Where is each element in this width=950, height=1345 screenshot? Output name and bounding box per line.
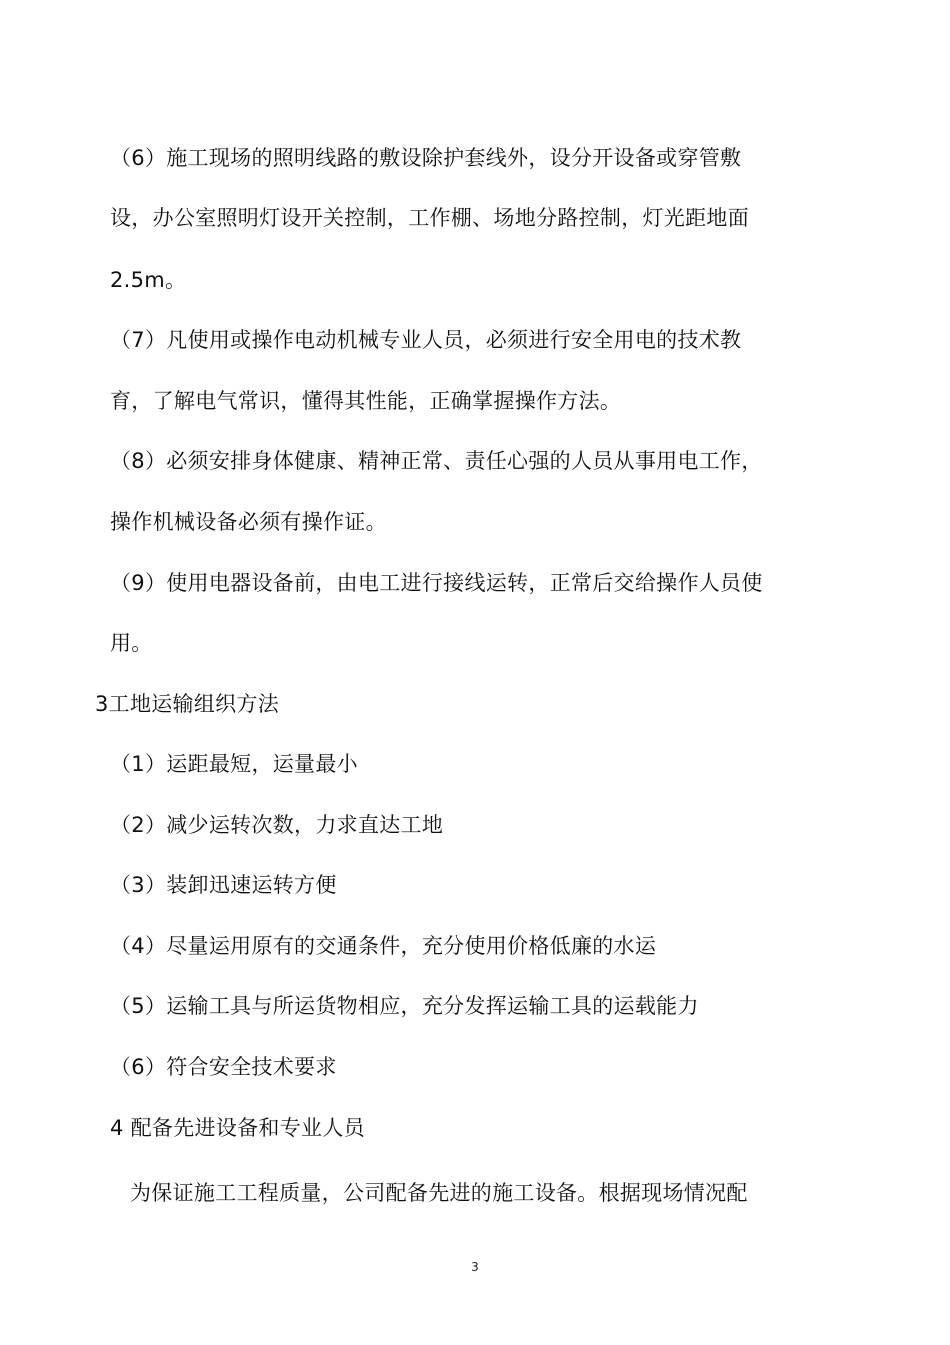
paragraph-line-item8-2: 操作机械设备必须有操作证。 [110,510,387,534]
paragraph-line-item9-2: 用。 [110,631,153,655]
paragraph-line-item6-2: 设，办公室照明灯设开关控制，工作棚、场地分路控制，灯光距地面 [110,206,749,230]
paragraph-line-section4-1: 为保证施工工程质量，公司配备先进的施工设备。根据现场情况配 [130,1181,748,1205]
page-number: 3 [471,1260,479,1274]
list-item-4: （4）尽量运用原有的交通条件，充分使用价格低廉的水运 [110,934,657,958]
section-heading-4: 4 配备先进设备和专业人员 [110,1116,365,1140]
paragraph-line-item8-1: （8）必须安排身体健康、精神正常、责任心强的人员从事用电工作， [110,449,763,473]
paragraph-line-item6-1: （6）施工现场的照明线路的敷设除护套线外，设分开设备或穿管敷 [110,146,742,170]
section-heading-3: 3工地运输组织方法 [95,692,280,716]
list-item-3: （3）装卸迅速运转方便 [110,873,337,897]
paragraph-line-item7-2: 育，了解电气常识，懂得其性能，正确掌握操作方法。 [110,389,622,413]
list-item-5: （5）运输工具与所运货物相应，充分发挥运输工具的运载能力 [110,994,699,1018]
paragraph-line-item7-1: （7）凡使用或操作电动机械专业人员，必须进行安全用电的技术教 [110,328,742,352]
list-item-1: （1）运距最短，运量最小 [110,752,358,776]
list-item-2: （2）减少运转次数，力求直达工地 [110,813,444,837]
paragraph-line-item6-3: 2.5m。 [110,268,187,292]
list-item-6: （6）符合安全技术要求 [110,1055,337,1079]
paragraph-line-item9-1: （9）使用电器设备前，由电工进行接线运转，正常后交给操作人员使 [110,571,763,595]
